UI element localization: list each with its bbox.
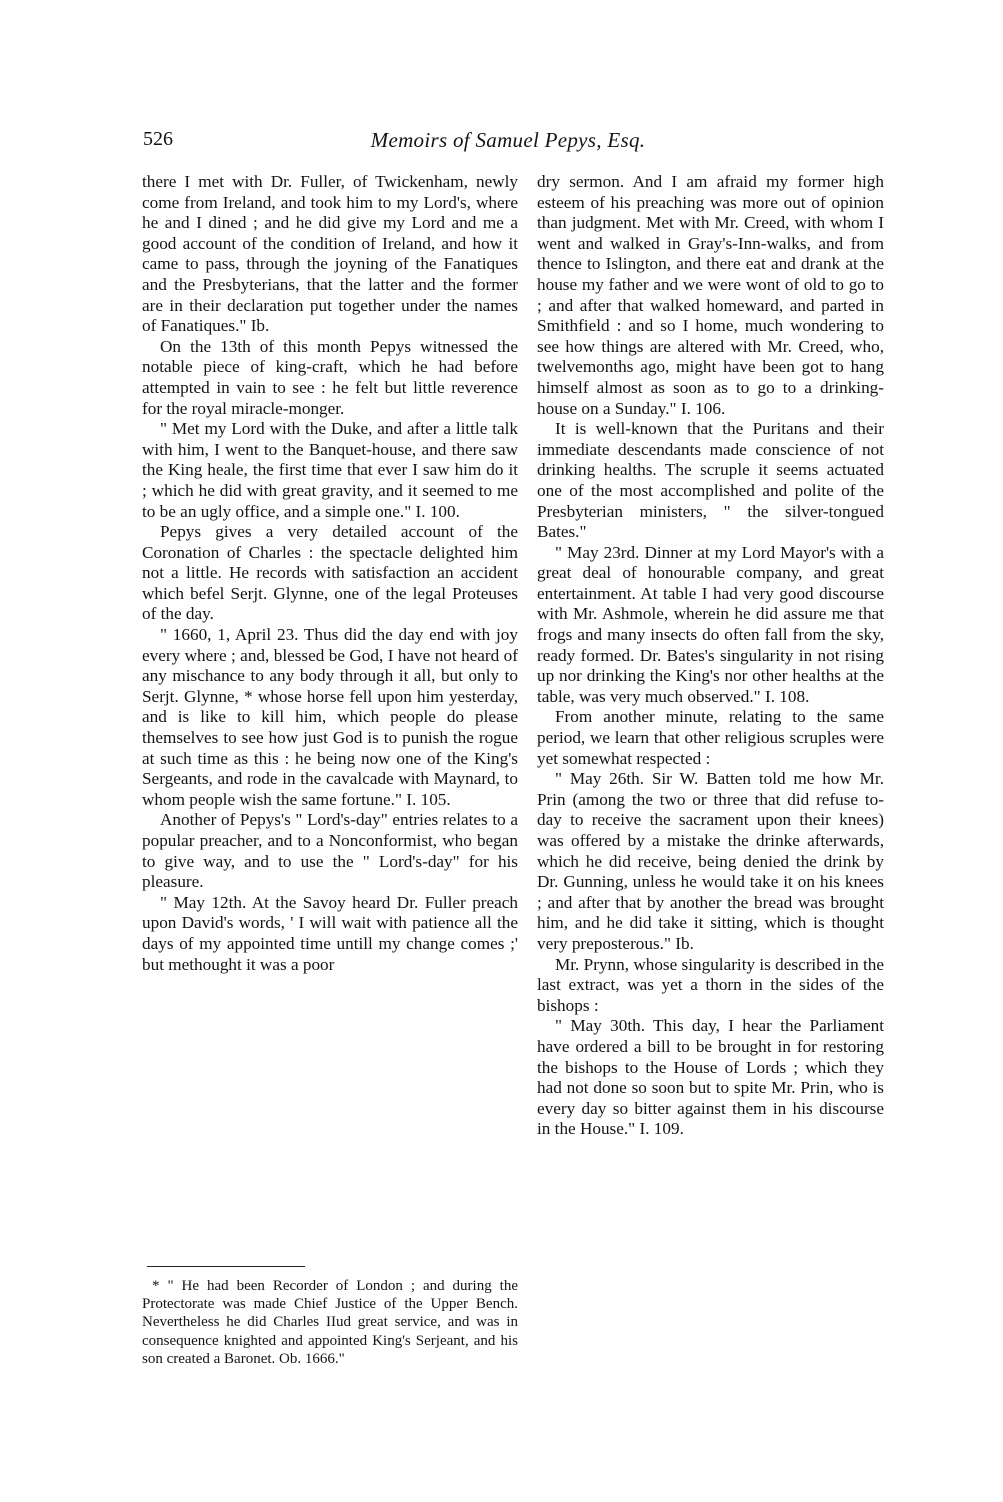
paragraph: From another minute, relating to the same period, we learn that other religious scruples were yet somewhat respected :: [537, 707, 884, 768]
footnote: [142, 1277, 518, 1368]
paragraph: " 1660, 1, April 23. Thus did the day end with joy every where ; and, blessed be God, I have not heard of any mischance to any body through it all, but only to Serjt. Glynne, * whose horse fell upon him yesterday, and is like to kill him, which people do please themselves to see how just God is to punish the rogue at such time as this : he being now one of the King's Sergeants, and rode in the cavalcade with Maynard, to whom people wish the same fortune." I. 105.: [142, 625, 518, 809]
paragraph: " May 26th. Sir W. Batten told me how Mr. Prin (among the two or three that did refuse to-day to receive the sacrament upon their knees) was offered by a mistake the drinke afterwards, which he did receive, being denied the drink by Dr. Gunning, unless he would take it on his knees ; and after that by another the bread was brought him, and he did take it sitting, which is thought very preposterous." Ib.: [537, 769, 884, 953]
running-title: Memoirs of Samuel Pepys, Esq.: [370, 128, 646, 152]
paragraph: On the 13th of this month Pepys witnessed the notable piece of king-craft, which he had before attempted in vain to see : he felt but little reverence for the royal miracle-monger.: [142, 336, 518, 418]
footnote-text: * " He had been Recorder of London ; and during the Protectorate was made Chief Justice of the Upper Bench. Nevertheless he did Charles IIud great service, and was in consequence knighted and appointed King's Serjeant, and his son created a Baronet. Ob. 1666.": [142, 1278, 518, 1367]
paragraph: Another of Pepys's " Lord's-day" entries relates to a popular preacher, and to a Nonconformist, who began to give way, and to use the " Lord's-day" for his pleasure.: [142, 810, 518, 892]
footnote-rule: [147, 1266, 305, 1267]
paragraph: " May 12th. At the Savoy heard Dr. Fuller preach upon David's words, ' I will wait with patience all the days of my appointed time untill my change comes ;' but methought it was a poor: [142, 892, 518, 974]
running-header: [143, 128, 873, 156]
paragraph: " Met my Lord with the Duke, and after a little talk with him, I went to the Banquet-house, and there saw the King heale, the first time that ever I saw him do it ; which he did with great gravity, and it seemed to me to be an ugly office, and a simple one." I. 100.: [142, 419, 518, 521]
paragraph: Mr. Prynn, whose singularity is described in the last extract, was yet a thorn in the sides of the bishops :: [537, 954, 884, 1015]
paragraph: " May 30th. This day, I hear the Parliament have ordered a bill to be brought in for restoring the bishops to the House of Lords ; which they had not done so soon but to spite Mr. Prin, who is every day so bitter against them in his discourse in the House." I. 109.: [537, 1016, 884, 1139]
page-number: 526: [143, 128, 173, 150]
paragraph: It is well-known that the Puritans and their immediate descendants made conscience of not drinking healths. The scruple it seems actuated one of the most accomplished and polite of the Presbyterian ministers, " the silver-tongued Bates.": [537, 419, 884, 542]
paragraph: " May 23rd. Dinner at my Lord Mayor's with a great deal of honourable company, and great entertainment. At table I had very good discourse with Mr. Ashmole, wherein he did assure me that frogs and many insects do often fall from the sky, ready formed. Dr. Bates's singularity in not rising up nor drinking the King's nor other healths at the table, was very much observed." I. 108.: [537, 542, 884, 706]
paragraph: Pepys gives a very detailed account of the Coronation of Charles : the spectacle delighted him not a little. He records with satisfaction an accident which befel Serjt. Glynne, one of the legal Proteuses of the day.: [142, 522, 518, 624]
left-column: [142, 172, 518, 975]
paragraph: dry sermon. And I am afraid my former high esteem of his preaching was more out of opinion than judgment. Met with Mr. Creed, with whom I went and walked in Gray's-Inn-walks, and from thence to Islington, and there eat and drank at the house my father and we were wont of old to go to ; and after that walked homeward, and parted in Smithfield : and so I home, much wondering to see how things are altered with Mr. Creed, who, twelvemonths ago, might have been got to hang himself almost as soon as to go to a drinking-house on a Sunday." I. 106.: [537, 172, 884, 418]
paragraph: there I met with Dr. Fuller, of Twickenham, newly come from Ireland, and took him to my Lord's, where he and I dined ; and he did give my Lord and me a good account of the condition of Ireland, and how it came to pass, through the joyning of the Fanatiques and the Presbyterians, that the latter and the former are in their declaration put together under the names of Fanatiques." Ib.: [142, 172, 518, 336]
right-column: [537, 172, 884, 1140]
